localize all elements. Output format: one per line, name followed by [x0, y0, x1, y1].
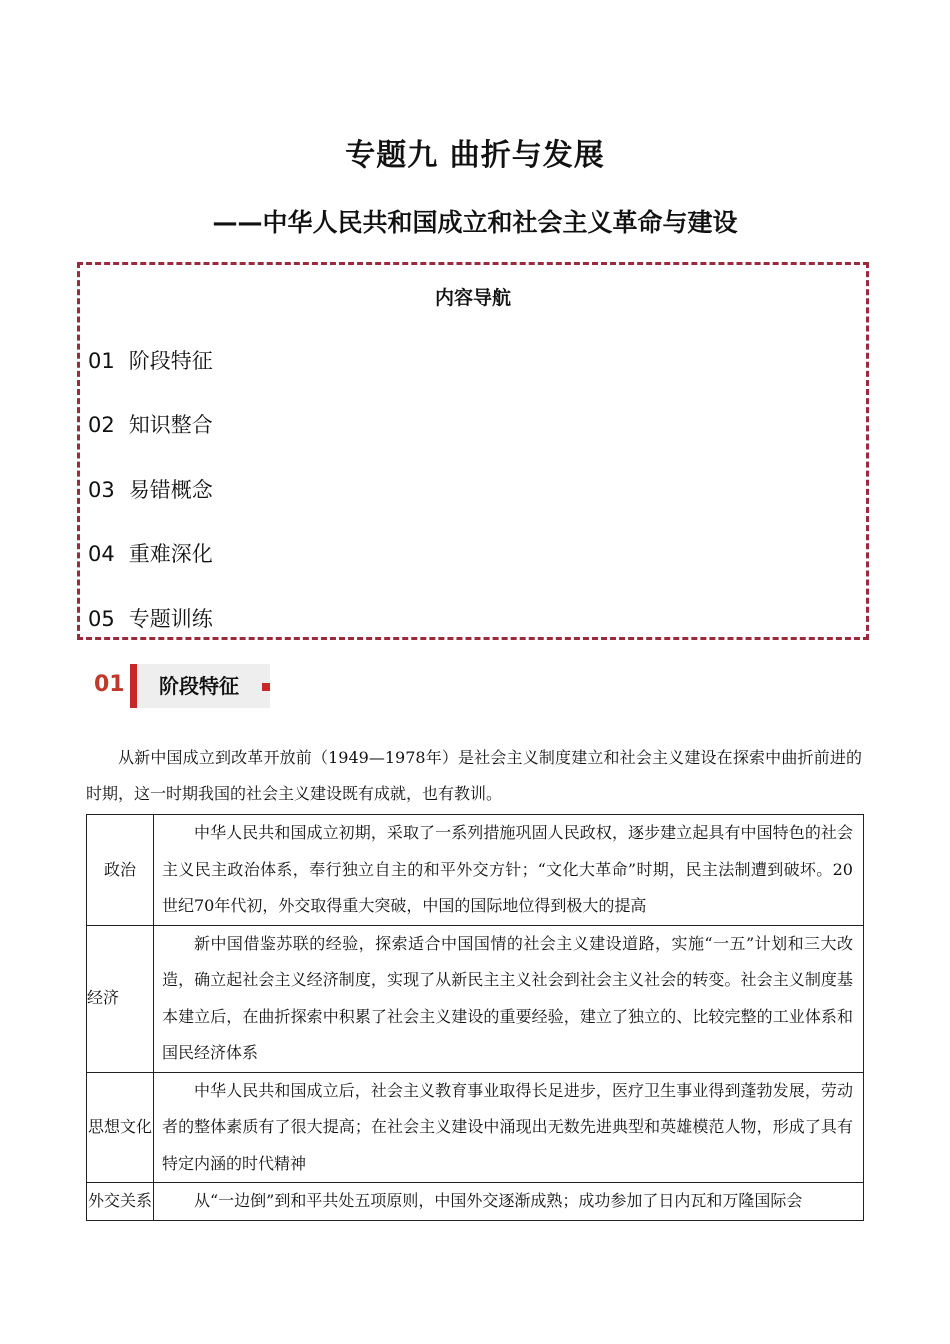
- document-subtitle: ——中华人民共和国成立和社会主义革命与建设: [212, 208, 738, 237]
- row-category: 外交关系: [87, 1183, 154, 1221]
- nav-item-05[interactable]: [88, 603, 213, 633]
- row-content: 中华人民共和国成立初期，采取了一系列措施巩固人民政权，逐步建立起具有中国特色的社会主义民主政治体系，奉行独立自主的和平外交方针；“文化大革命”时期，民主法制遭到破坏。20世纪70年代初，外交取得重大突破，中国的国际地位得到极大的提高: [154, 815, 864, 926]
- nav-heading: 内容导航: [434, 287, 511, 309]
- nav-item-number: 02: [88, 413, 115, 437]
- row-content: 新中国借鉴苏联的经验，探索适合中国国情的社会主义建设道路，实施“一五”计划和三大改造，确立起社会主义经济制度，实现了从新民主主义社会到社会主义社会的转变。社会主义制度基本建立后，在曲折探索中积累了社会主义建设的重要经验，建立了独立的、比较完整的工业体系和国民经济体系: [154, 925, 864, 1072]
- section-number: 01: [94, 672, 125, 697]
- nav-item-number: 04: [88, 542, 115, 566]
- nav-item-02[interactable]: [88, 409, 213, 439]
- intro-paragraph: 从新中国成立到改革开放前（1949—1978年）是社会主义制度建立和社会主义建设在探索中曲折前进的时期，这一时期我国的社会主义建设既有成就，也有教训。: [86, 748, 862, 803]
- section-accent-bar: [130, 664, 137, 708]
- section-title: 阶段特征: [137, 664, 270, 708]
- nav-item-04[interactable]: [88, 538, 213, 568]
- nav-item-label: 易错概念: [128, 478, 213, 502]
- stage-features-table: [86, 814, 864, 1221]
- table-row: [87, 1183, 864, 1221]
- table-row: [87, 925, 864, 1072]
- nav-item-label: 重难深化: [128, 542, 213, 566]
- document-title: 专题九 曲折与发展: [345, 138, 605, 173]
- row-category: 政治: [87, 815, 154, 926]
- nav-item-label: 阶段特征: [128, 349, 213, 373]
- table-row: [87, 815, 864, 926]
- nav-item-number: 05: [88, 607, 115, 631]
- row-category: 经济: [87, 925, 154, 1072]
- square-bullet-icon: [262, 683, 270, 691]
- nav-item-label: 知识整合: [128, 413, 213, 437]
- row-category: 思想文化: [87, 1072, 154, 1183]
- nav-item-01[interactable]: [88, 345, 213, 375]
- row-content: 从“一边倒”到和平共处五项原则，中国外交逐渐成熟；成功参加了日内瓦和万隆国际会: [154, 1183, 864, 1221]
- nav-item-label: 专题训练: [128, 607, 213, 631]
- content-navigation-box: [77, 262, 869, 640]
- nav-item-03[interactable]: [88, 474, 213, 504]
- row-content: 中华人民共和国成立后，社会主义教育事业取得长足进步，医疗卫生事业得到蓬勃发展，劳动者的整体素质有了很大提高；在社会主义建设中涌现出无数先进典型和英雄模范人物，形成了具有特定内涵的时代精神: [154, 1072, 864, 1183]
- nav-item-number: 01: [88, 349, 115, 373]
- table-row: [87, 1072, 864, 1183]
- section-header-01: [86, 664, 270, 708]
- nav-item-number: 03: [88, 478, 115, 502]
